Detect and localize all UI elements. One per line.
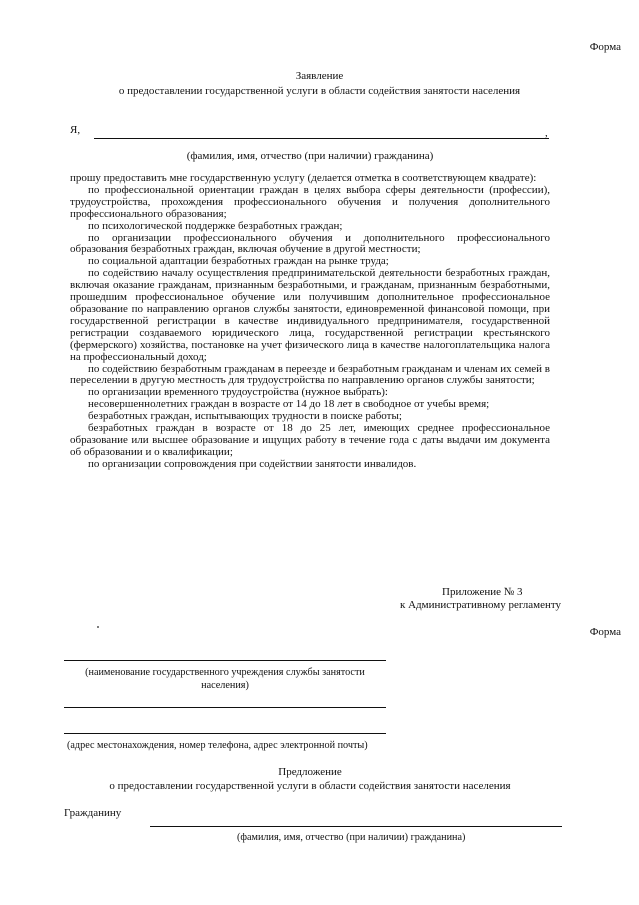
appendix-form-label: Форма [589, 626, 621, 638]
agency-caption-line2: населения) [201, 680, 249, 691]
request-intro: прошу предоставить мне государственную услугу (делается отметка в соответствующем квадрате): [70, 172, 537, 184]
applicant-name-line[interactable] [94, 138, 549, 139]
service-option[interactable]: по организации сопровождения при содействии занятости инвалидов. [88, 457, 417, 470]
service-option[interactable]: по социальной адаптации безработных граждан на рынке труда; [88, 255, 389, 268]
service-option[interactable]: по содействию началу осуществления предпринимательской деятельности безработных граждан, включая оказание гражданам, признанным безработными, и гражданам, признанным безработными, прошедшим профессиональное обучение или получившим дополнительное профессиональное образование по направлению органов службы занятости, единовременной финансовой помощи, при государственной регистрации в качестве индивидуального предпринимателя, государственной регистрации создаваемого юридического лица, государственной регистрации крестьянского (фермерского) хозяйства, постановке на учет физического лица в качестве налогоплательщика налога на профессиональный доход; [70, 267, 550, 363]
address-line-2[interactable] [64, 733, 386, 734]
proposal-title: Предложение [278, 766, 342, 778]
agency-name-line[interactable] [64, 660, 386, 661]
appendix-reference: к Административному регламенту [400, 599, 562, 611]
top-form-label: Форма [589, 41, 621, 53]
address-line-1[interactable] [64, 707, 386, 708]
service-option[interactable]: по профессиональной ориентации граждан в целях выбора сферы деятельности (профессии), трудоустройства, прохождения профессионального обучения и получения дополнительного профессионального образования; [70, 183, 550, 220]
agency-caption-line1: (наименование государственного учреждения службы занятости [85, 667, 365, 678]
citizen-label: Гражданину [64, 807, 122, 819]
service-sub-option[interactable]: безработных граждан, испытывающих трудности в поиске работы; [88, 410, 402, 423]
proposal-subtitle: о предоставлении государственной услуги в области содействия занятости населения [109, 780, 511, 792]
address-caption: (адрес местонахождения, номер телефона, адрес электронной почты) [67, 740, 368, 751]
service-option[interactable]: по организации профессионального обучения и дополнительного профессионального образования безработных граждан, включая обучение в другой местности; [70, 231, 550, 256]
application-title: Заявление [295, 70, 344, 82]
service-sub-option[interactable]: безработных граждан в возрасте от 18 до 25 лет, имеющих среднее профессиональное образование или высшее образование и ищущих работу в течение года с даты выдачи им документа об образовании и о квалификации; [70, 422, 550, 458]
service-sub-option[interactable]: несовершеннолетних граждан в возрасте от 14 до 18 лет в свободное от учебы время; [88, 398, 490, 411]
comma: , [545, 127, 548, 139]
service-option[interactable]: по содействию безработным гражданам в переезде и безработным гражданам и членам их семей в переселении в другую местность для трудоустройства по направлению органов службы занятости; [70, 362, 550, 387]
ya-label: Я, [70, 124, 81, 136]
application-subtitle: о предоставлении государственной услуги в области содействия занятости населения [118, 85, 521, 97]
applicant-name-caption: (фамилия, имя, отчество (при наличии) гражданина) [186, 150, 434, 162]
citizen-caption: (фамилия, имя, отчество (при наличии) гражданина) [237, 832, 466, 843]
service-option[interactable]: по организации временного трудоустройства (нужное выбрать): [88, 386, 388, 399]
service-option[interactable]: по психологической поддержке безработных граждан; [88, 219, 343, 232]
application-body [70, 173, 550, 471]
appendix-number: Приложение № 3 [442, 586, 523, 598]
scan-speck [97, 626, 99, 628]
citizen-name-line[interactable] [150, 826, 562, 827]
